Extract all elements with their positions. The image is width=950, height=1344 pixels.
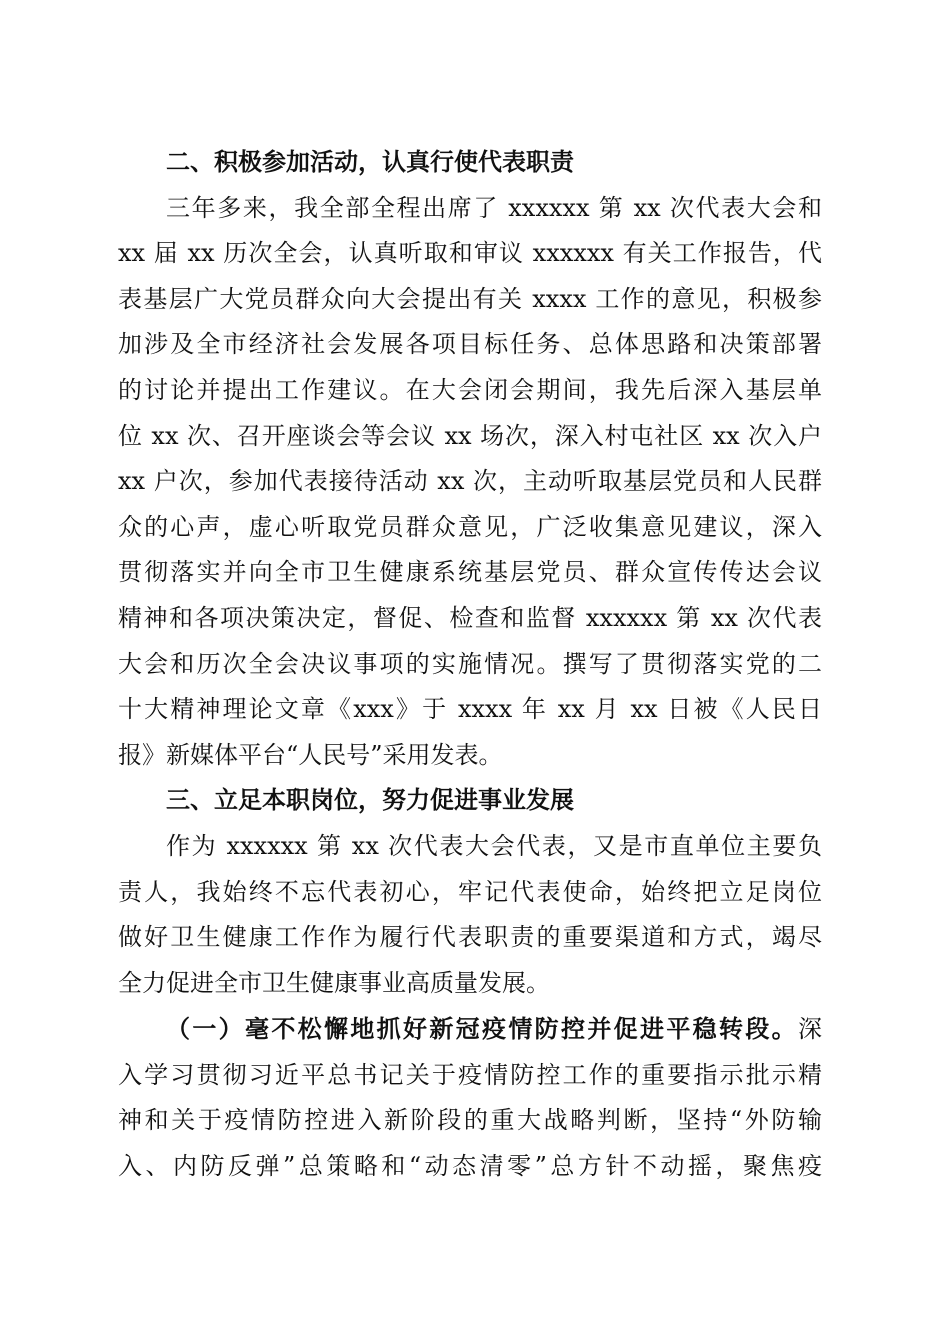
- paragraph-line: 报》新媒体平台“人民号”采用发表。: [118, 740, 503, 769]
- paragraph-line: 全力促进全市卫生健康事业高质量发展。: [118, 968, 550, 997]
- paragraph-line: xx 户次，参加代表接待活动 xx 次，主动听取基层党员和人民群: [118, 467, 822, 496]
- paragraph-line: xx 届 xx 历次全会，认真听取和审议 xxxxxx 有关工作报告，代: [118, 239, 822, 268]
- subsection-first-line: [118, 1006, 822, 1053]
- paragraph-line: 加涉及全市经济社会发展各项目标任务、总体思路和决策部署: [118, 330, 822, 359]
- section-heading: 二、积极参加活动，认真行使代表职责: [166, 148, 574, 176]
- paragraph-line: 神和关于疫情防控进入新阶段的重大战略判断，坚持“外防输: [118, 1106, 822, 1135]
- paragraph-line: 作为 xxxxxx 第 xx 次代表大会代表，又是市直单位主要负: [166, 831, 822, 860]
- paragraph-line: 入学习贯彻习近平总书记关于疫情防控工作的重要指示批示精: [118, 1060, 822, 1089]
- section-heading: 三、立足本职岗位，努力促进事业发展: [166, 786, 574, 815]
- paragraph-line: 精神和各项决策决定，督促、检查和监督 xxxxxx 第 xx 次代表: [118, 603, 822, 632]
- paragraph-line: 做好卫生健康工作作为履行代表职责的重要渠道和方式，竭尽: [118, 923, 822, 952]
- subsection-text: 深: [798, 1015, 822, 1044]
- paragraph-line: 贯彻落实并向全市卫生健康系统基层党员、群众宣传传达会议: [118, 558, 822, 587]
- subsection-title: （一）毫不松懈地抓好新冠疫情防控并促进平稳转段。: [166, 1014, 798, 1044]
- paragraph-line: 三年多来，我全部全程出席了 xxxxxx 第 xx 次代表大会和: [166, 193, 822, 222]
- paragraph-line: 责人，我始终不忘代表初心，牢记代表使命，始终把立足岗位: [118, 877, 822, 906]
- paragraph-line: 入、内防反弹”总策略和“动态清零”总方针不动摇，聚焦疫: [118, 1152, 822, 1181]
- paragraph-line: 位 xx 次、召开座谈会等会议 xx 场次，深入村屯社区 xx 次入户: [118, 421, 822, 450]
- paragraph-line: 表基层广大党员群众向大会提出有关 xxxx 工作的意见，积极参: [118, 284, 822, 313]
- paragraph-line: 大会和历次全会决议事项的实施情况。撰写了贯彻落实党的二: [118, 649, 822, 678]
- paragraph-line: 众的心声，虚心听取党员群众意见，广泛收集意见建议，深入: [118, 512, 822, 541]
- paragraph-line: 的讨论并提出工作建议。在大会闭会期间，我先后深入基层单: [118, 375, 822, 404]
- paragraph-line: 十大精神理论文章《xxx》于 xxxx 年 xx 月 xx 日被《人民日: [118, 695, 822, 724]
- document-body: [118, 140, 822, 1190]
